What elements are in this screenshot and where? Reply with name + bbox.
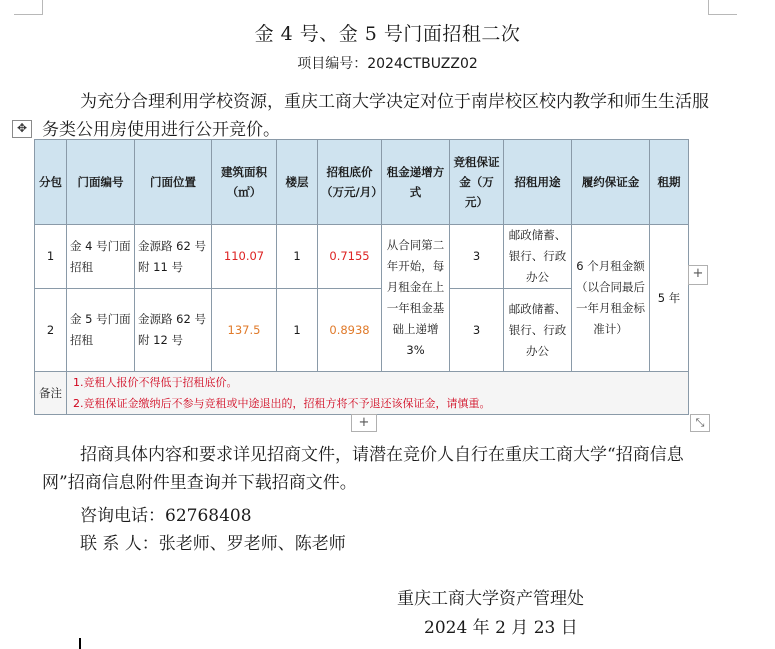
- cell-package: 1: [35, 225, 67, 289]
- table-move-handle-icon[interactable]: ✥: [12, 120, 32, 138]
- cell-floor: 1: [277, 289, 318, 372]
- cell-increment: 从合同第二年开始，每月租金在上一年租金基础上递增 3%: [382, 225, 450, 372]
- cell-location: 金源路 62 号附 12 号: [135, 289, 212, 372]
- notes-label: 备注: [35, 372, 67, 415]
- notes-content: [67, 372, 689, 415]
- table-resize-handle-icon[interactable]: ⤡: [690, 414, 710, 432]
- header-floor: 楼层: [277, 140, 318, 225]
- cell-price: 0.8938: [318, 289, 382, 372]
- note-item: 1.竞租人报价不得低于招租底价。: [73, 376, 238, 389]
- cell-unit: 金 4 号门面招租: [67, 225, 135, 289]
- cell-price: 0.7155: [318, 225, 382, 289]
- cell-location: 金源路 62 号附 11 号: [135, 225, 212, 289]
- cell-deposit: 3: [450, 289, 504, 372]
- phone-line: 咨询电话：62768408: [80, 506, 252, 526]
- organization-signature: 重庆工商大学资产管理处: [397, 589, 584, 609]
- cell-term: 5 年: [650, 225, 689, 372]
- cell-deposit: 3: [450, 225, 504, 289]
- details-paragraph: 招商具体内容和要求详见招商文件，请潜在竞价人自行在重庆工商大学“招商信息网”招商信息附件里查询并下载招商文件。: [42, 445, 684, 493]
- header-unit: 门面编号: [67, 140, 135, 225]
- add-row-button[interactable]: +: [351, 414, 377, 432]
- header-increment: 租金递增方式: [382, 140, 450, 225]
- project-number: 项目编号：2024CTBUZZ02: [297, 56, 478, 72]
- cell-floor: 1: [277, 225, 318, 289]
- page-corner-mark-right: [708, 0, 737, 15]
- notes-row: [35, 372, 689, 415]
- header-deposit: 竞租保证金（万元）: [450, 140, 504, 225]
- header-term: 租期: [650, 140, 689, 225]
- header-package: 分包: [35, 140, 67, 225]
- cell-area: 110.07: [212, 225, 277, 289]
- add-column-button[interactable]: +: [688, 265, 708, 285]
- header-price: 招租底价（万元/月）: [318, 140, 382, 225]
- document-title: 金 4 号、金 5 号门面招租二次: [254, 23, 521, 45]
- cell-performance-bond: 6 个月租金额（以合同最后一年月租金标准计）: [572, 225, 650, 372]
- table-header-row: [35, 140, 689, 225]
- cell-package: 2: [35, 289, 67, 372]
- header-use: 招租用途: [504, 140, 572, 225]
- text-cursor: [79, 638, 81, 649]
- contacts-line: 联 系 人：张老师、罗老师、陈老师: [80, 534, 346, 554]
- cell-unit: 金 5 号门面招租: [67, 289, 135, 372]
- cell-use: 邮政储蓄、银行、行政办公: [504, 289, 572, 372]
- cell-area: 137.5: [212, 289, 277, 372]
- table-row: [35, 225, 689, 289]
- intro-paragraph: 为充分合理利用学校资源，重庆工商大学决定对位于南岸校区校内教学和师生生活服务类公用房使用进行公开竞价。: [42, 92, 709, 140]
- document-date: 2024 年 2 月 23 日: [424, 618, 578, 638]
- header-performance-bond: 履约保证金: [572, 140, 650, 225]
- note-item: 2.竞租保证金缴纳后不参与竞租或中途退出的，招租方将不予退还该保证金，请慎重。: [73, 397, 491, 410]
- header-area: 建筑面积（㎡）: [212, 140, 277, 225]
- lease-table: [34, 139, 689, 415]
- header-location: 门面位置: [135, 140, 212, 225]
- page-corner-mark-left: [14, 0, 43, 15]
- cell-use: 邮政储蓄、银行、行政办公: [504, 225, 572, 289]
